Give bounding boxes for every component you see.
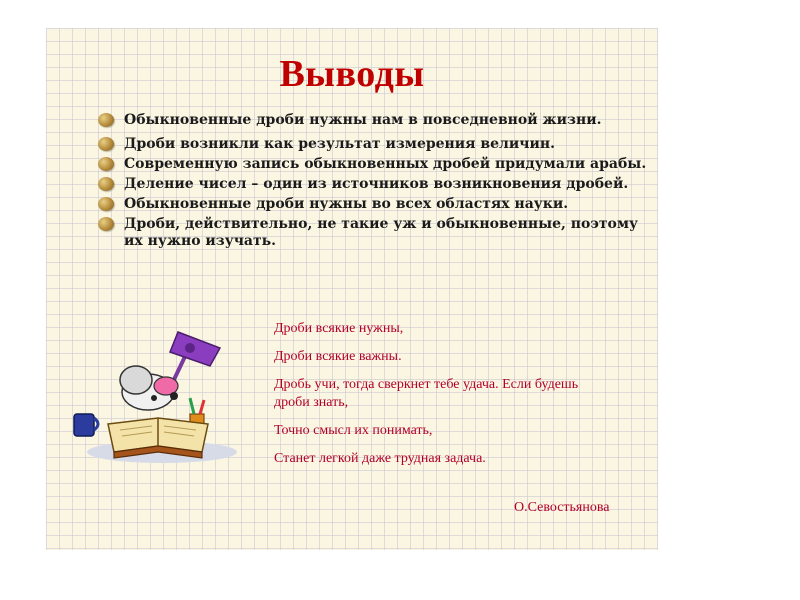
list-item — [98, 136, 650, 153]
bullet-ball-icon — [98, 137, 114, 151]
list-item — [98, 112, 650, 129]
bullet-ball-icon — [98, 217, 114, 231]
bullet-ball-icon — [98, 113, 114, 127]
list-item — [98, 176, 650, 193]
poem — [274, 320, 634, 468]
list-item-text: Обыкновенные дроби нужны нам в повседневной жизни. — [124, 112, 602, 128]
cartoon-mouse-reading-book-icon — [70, 318, 240, 468]
list-item — [98, 216, 650, 250]
list-item — [98, 196, 650, 213]
list-item-text: Обыкновенные дроби нужны во всех областях науки. — [124, 196, 569, 212]
poem-line: Дроби всякие нужны, — [274, 321, 404, 336]
slide — [46, 28, 658, 550]
bullet-ball-icon — [98, 197, 114, 211]
conclusions-list — [98, 112, 650, 253]
poem-line: Точно смысл их понимать, — [274, 423, 433, 438]
poem-line: Дроби всякие важны. — [274, 349, 402, 364]
poem-author: О.Севостьянова — [514, 500, 610, 515]
poem-line: Станет легкой даже трудная задача. — [274, 451, 486, 466]
bullet-ball-icon — [98, 177, 114, 191]
bullet-ball-icon — [98, 157, 114, 171]
list-item-text: Дроби возникли как результат измерения величин. — [124, 136, 556, 152]
slide-title: Выводы — [279, 53, 425, 95]
list-item-text: Современную запись обыкновенных дробей придумали арабы. — [124, 156, 647, 172]
poem-line: Дробь учи, тогда сверкнет тебе удача. Если будешь дроби знать, — [274, 377, 579, 410]
list-item-text: Дроби, действительно, не такие уж и обыкновенные, поэтому их нужно изучать. — [124, 216, 639, 249]
list-item-text: Деление чисел – один из источников возникновения дробей. — [124, 176, 629, 192]
list-item — [98, 156, 650, 173]
